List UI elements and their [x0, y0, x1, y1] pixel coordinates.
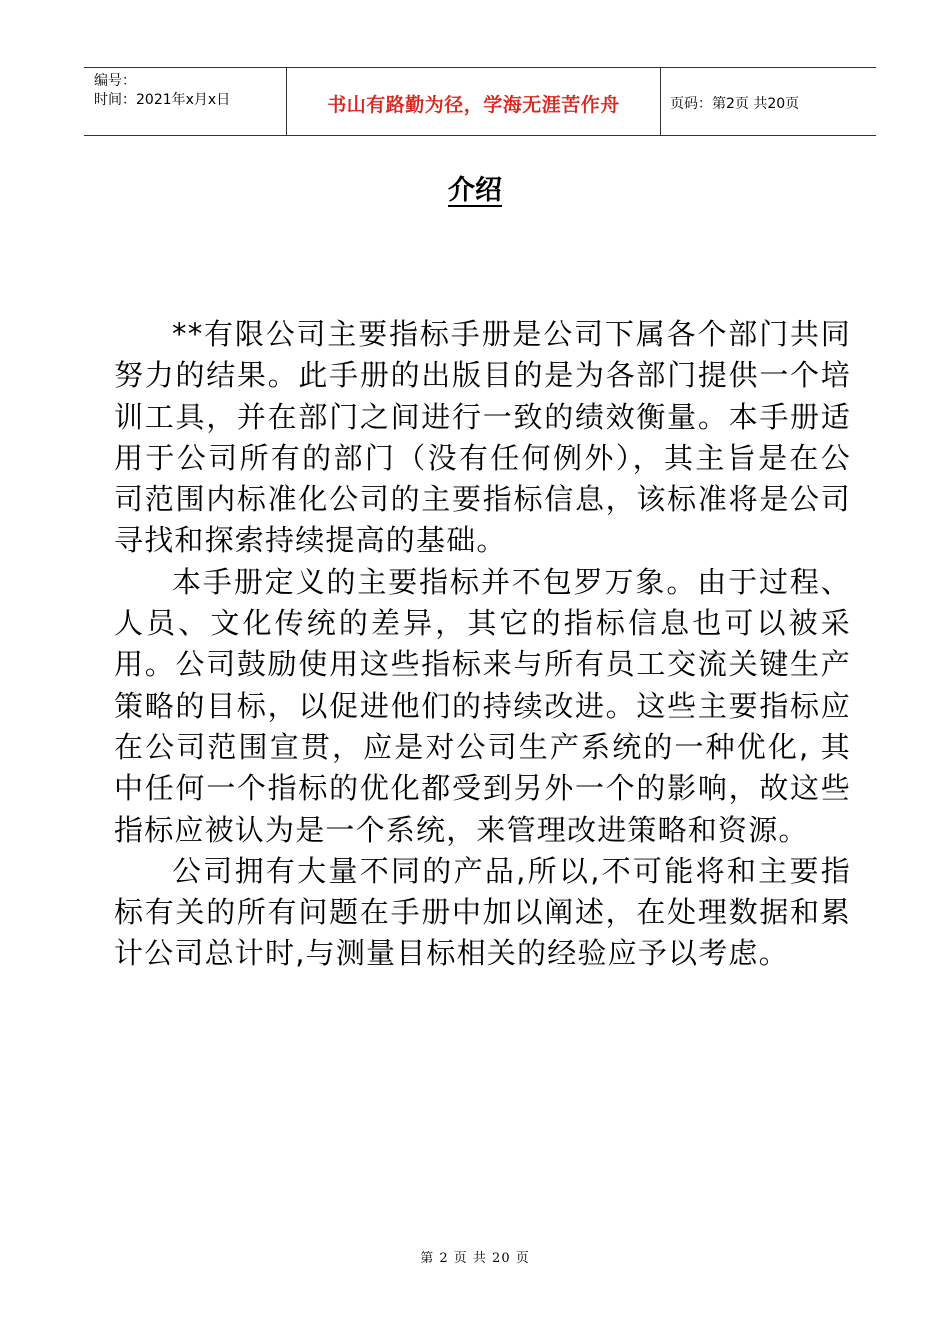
document-time-label: 时间：2021年x月x日	[94, 92, 231, 108]
header-page-info: 页码：第2页 共20页	[670, 96, 800, 112]
page-title: 介绍	[448, 175, 502, 206]
page-footer: 第 2 页 共 20 页	[420, 1251, 530, 1266]
paragraph: 公司拥有大量不同的产品,所以,不可能将和主要指标有关的所有问题在手册中加以阐述，在处理数据和累计公司总计时,与测量目标相关的经验应予以考虑。	[114, 853, 851, 971]
header-motto: 书山有路勤为径，学海无涯苦作舟	[327, 94, 620, 116]
document-number-label: 编号：	[94, 73, 136, 89]
document-body	[114, 314, 851, 975]
page-header	[84, 67, 876, 136]
paragraph: **有限公司主要指标手册是公司下属各个部门共同努力的结果。此手册的出版目的是为各部门提供一个培训工具，并在部门之间进行一致的绩效衡量。本手册适用于公司所有的部门（没有任何例外），其主旨是在公司范围内标准化公司的主要指标信息，该标准将是公司寻找和探索持续提高的基础。	[114, 317, 851, 558]
paragraph: 本手册定义的主要指标并不包罗万象。由于过程、人员、文化传统的差异，其它的指标信息也可以被采用。公司鼓励使用这些指标来与所有员工交流关键生产策略的目标，以促进他们的持续改进。这些主要指标应在公司范围宣贯，应是对公司生产系统的一种优化, 其中任何一个指标的优化都受到另外一个的影响，故这些指标应被认为是一个系统，来管理改进策略和资源。	[114, 564, 851, 847]
header-divider	[660, 68, 661, 135]
header-meta	[94, 72, 230, 110]
